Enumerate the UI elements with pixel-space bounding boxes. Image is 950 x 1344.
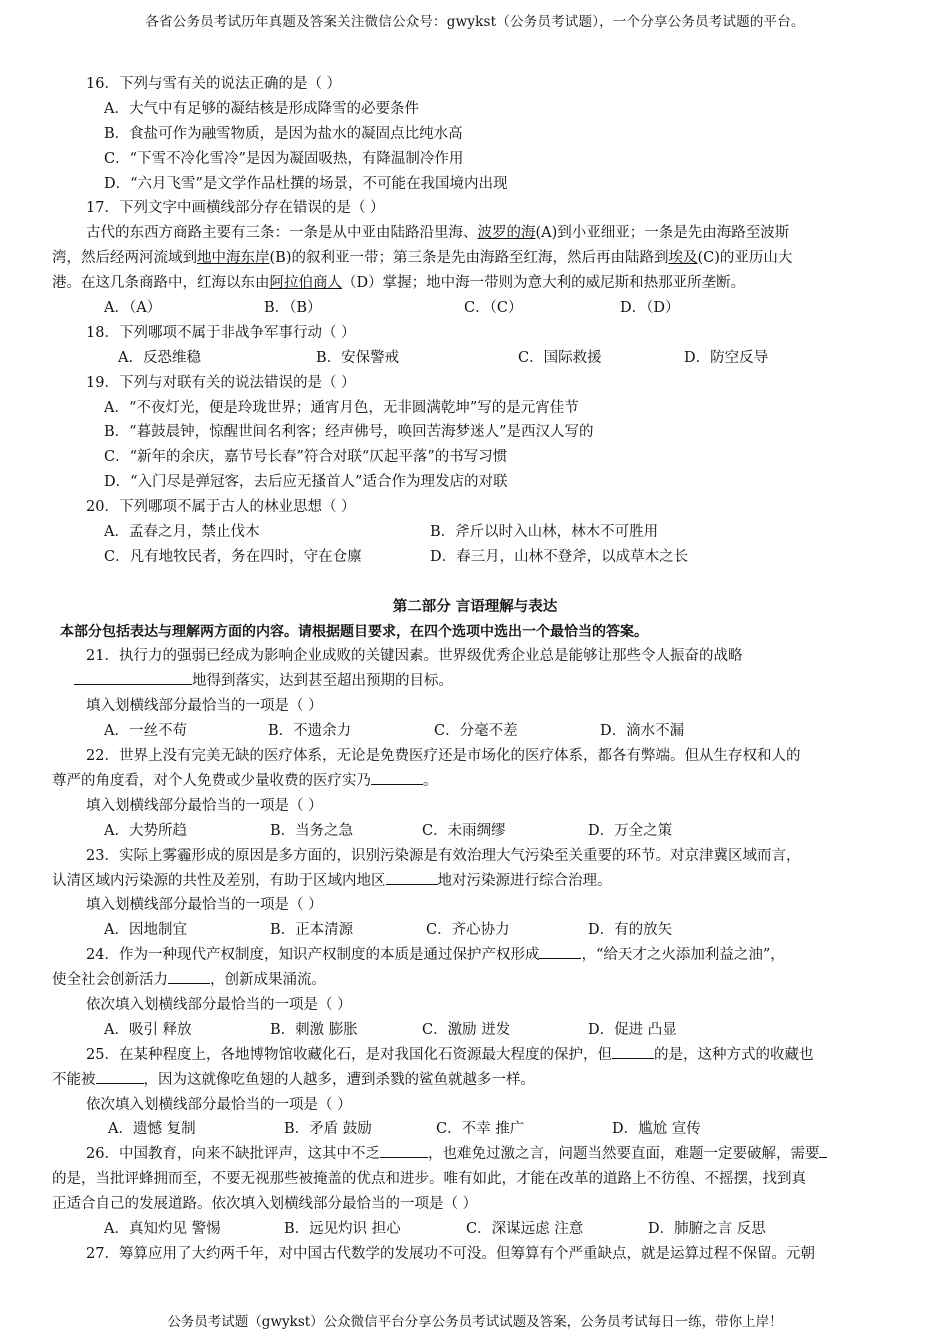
question-16-option-a: A．大气中有足够的凝结核是形成降雪的必要条件: [104, 100, 419, 117]
question-20-option-b: B．斧斤以时入山林，林木不可胜用: [430, 524, 659, 541]
question-21-line-1: 21．执行力的强弱已经成为影响企业成败的关键因素。世界级优秀企业总是能够让那些令人振奋的战略: [86, 648, 743, 665]
question-20-option-d: D．春三月，山林不登斧，以成草木之长: [430, 548, 689, 565]
question-18-option-b: B．安保警戒: [316, 349, 400, 366]
fill-blank: [96, 1069, 144, 1084]
question-18-option-c: C．国际救援: [518, 349, 602, 366]
page-footer: 公务员考试题（gwykst）公众微信平台分享公务员考试试题及答案，公务员考试每日一练，带你上岸！: [167, 1314, 783, 1330]
passage-text: 湾，然后经两河流域到: [52, 250, 197, 267]
question-text: 不能被: [52, 1071, 96, 1088]
passage-text: 古代的东西方商路主要有三条：一条是从中亚由陆路沿里海、: [86, 225, 478, 242]
question-21-options: [52, 719, 898, 744]
question-22-line-2: [52, 769, 898, 794]
question-20-options-row-1: [52, 520, 898, 545]
question-19-option-b: B．“暮鼓晨钟，惊醒世间名利客；经声佛号，唤回苦海梦迷人”是西汉人写的: [104, 424, 594, 441]
question-21-prompt: 填入划横线部分最恰当的一项是（ ）: [86, 698, 323, 715]
question-text: 使全社会创新活力: [52, 972, 168, 989]
question-17-passage-line-1: [52, 221, 898, 246]
question-23-options: [52, 918, 898, 943]
question-text: 。: [423, 772, 438, 789]
fill-blank: [612, 1044, 654, 1059]
question-17-option-b: B．（B）: [264, 300, 322, 317]
fill-blank: [380, 1143, 428, 1158]
question-18-option-d: D．防空反导: [684, 349, 769, 366]
spacer: [52, 570, 898, 595]
question-25-prompt: 依次填入划横线部分最恰当的一项是（ ）: [86, 1096, 352, 1113]
question-18-option-a: A．反恐维稳: [118, 349, 201, 366]
section-2-title: 第二部分 言语理解与表达: [392, 598, 558, 615]
passage-text: (B)的叙利亚一带；第三条是先由海路至红海，然后再由陆路到: [269, 250, 669, 267]
fill-blank: [168, 969, 210, 984]
question-20-option-a: A．孟春之月，禁止伐木: [104, 524, 260, 541]
question-26-options: [52, 1217, 898, 1242]
question-23-prompt: 填入划横线部分最恰当的一项是（ ）: [86, 897, 323, 914]
question-text: 地得到落实，达到甚至超出预期的目标。: [192, 673, 453, 690]
question-17-options: [52, 296, 898, 321]
question-19-stem: 19．下列与对联有关的说法错误的是（ ）: [86, 374, 356, 391]
question-25-options: [52, 1117, 898, 1142]
passage-text: （D）掌握；地中海一带则为意大利的威尼斯和热那亚所垄断。: [342, 275, 746, 292]
fill-blank: [819, 1143, 827, 1158]
question-25-line-2: [52, 1068, 898, 1093]
question-text: ，也难免过激之言，问题当然要直面，难题一定要破解，需要: [427, 1146, 820, 1163]
question-16-option-d: D．“六月飞雪”是文学作品杜撰的场景，不可能在我国境内出现: [104, 175, 508, 192]
question-17-passage-line-2: [52, 246, 898, 271]
fill-blank: [386, 870, 438, 885]
question-26-option-c: C．深谋远虑 注意: [466, 1220, 584, 1237]
question-26-line-1: [52, 1142, 898, 1167]
question-20-option-c: C．凡有地牧民者，务在四时，守在仓廪: [104, 548, 362, 565]
question-19-option-d: D．“入门尽是弹冠客，去后应无搔首人”适合作为理发店的对联: [104, 474, 508, 491]
underlined-term-b: 地中海东岸: [197, 250, 270, 267]
question-24-option-a: A．吸引 释放: [104, 1021, 192, 1038]
passage-text: (A)到小亚细亚；一条是先由海路至波斯: [535, 225, 790, 242]
question-text: 认清区域内污染源的共性及差别，有助于区域内地区: [52, 872, 386, 889]
passage-text: (C)的亚历山大: [697, 250, 793, 267]
passage-text: 港。在这几条商路中，红海以东由: [52, 275, 270, 292]
question-19-option-a: A．“不夜灯光，便是玲珑世界；通宵月色，无非圆满乾坤”写的是元宵佳节: [104, 399, 579, 416]
question-21-option-c: C．分毫不差: [434, 723, 518, 740]
question-23-line-1: 23．实际上雾霾形成的原因是多方面的，识别污染源是有效治理大气污染至关重要的环节。对京津冀区域而言，: [86, 847, 801, 864]
question-17-option-a: A．（A）: [104, 300, 162, 317]
question-22-options: [52, 819, 898, 844]
question-text: 尊严的角度看，对个人免费或少量收费的医疗实乃: [52, 772, 371, 789]
question-24-option-d: D．促进 凸显: [588, 1021, 677, 1038]
question-17-passage-line-3: [52, 271, 898, 296]
question-23-option-b: B．正本清源: [270, 922, 354, 939]
question-text: 24．作为一种现代产权制度，知识产权制度的本质是通过保护产权形成: [86, 947, 540, 964]
question-19-option-c: C．“新年的余庆，嘉节号长春”符合对联“仄起平落”的书写习惯: [104, 449, 508, 466]
question-24-prompt: 依次填入划横线部分最恰当的一项是（ ）: [86, 996, 352, 1013]
question-25-option-c: C．不幸 推广: [436, 1121, 525, 1138]
question-26-option-b: B．远见灼识 担心: [284, 1220, 401, 1237]
question-21-option-a: A．一丝不苟: [104, 723, 187, 740]
page-header: 各省公务员考试历年真题及答案关注微信公众号：gwykst（公务员考试题），一个分享公务员考试题的平台。: [145, 14, 805, 30]
question-17-option-d: D．（D）: [620, 300, 680, 317]
question-text: 地对污染源进行综合治理。: [437, 872, 612, 889]
question-20-stem: 20．下列哪项不属于古人的林业思想（ ）: [86, 499, 356, 516]
question-24-option-b: B．刺激 膨胀: [270, 1021, 358, 1038]
question-25-option-a: A．遗憾 复制: [108, 1121, 196, 1138]
section-2-intro: 本部分包括表达与理解两方面的内容。请根据题目要求，在四个选项中选出一个最恰当的答案。: [60, 623, 648, 640]
question-21-line-2: [52, 669, 898, 694]
question-22-prompt: 填入划横线部分最恰当的一项是（ ）: [86, 797, 323, 814]
question-24-options: [52, 1018, 898, 1043]
fill-blank: [74, 670, 192, 685]
question-24-line-2: [52, 968, 898, 993]
question-text: ，创新成果涌流。: [210, 972, 326, 989]
question-22-line-1: 22．世界上没有完美无缺的医疗体系，无论是免费医疗还是市场化的医疗体系，都各有弊端。但从生存权和人的: [86, 748, 801, 765]
question-25-line-1: [52, 1043, 898, 1068]
question-18-stem: 18．下列哪项不属于非战争军事行动（ ）: [86, 324, 356, 341]
question-17-option-c: C．（C）: [464, 300, 523, 317]
question-21-option-b: B．不遗余力: [268, 723, 352, 740]
question-16-option-b: B．食盐可作为融雪物质，是因为盐水的凝固点比纯水高: [104, 125, 463, 142]
underlined-term-d: 阿拉伯商人: [269, 275, 342, 292]
question-16-option-c: C．“下雪不冷化雪冷”是因为凝固吸热，有降温制冷作用: [104, 150, 464, 167]
question-23-option-a: A．因地制宜: [104, 922, 187, 939]
fill-blank: [539, 944, 581, 959]
fill-blank: [371, 770, 423, 785]
underlined-term-a: 波罗的海: [477, 225, 536, 242]
question-18-options: [52, 346, 898, 371]
question-25-option-d: D．尴尬 宣传: [612, 1121, 701, 1138]
question-text: 25．在某种程度上，各地博物馆收藏化石，是对我国化石资源最大程度的保护，但: [86, 1046, 612, 1063]
question-26-option-d: D．肺腑之言 反思: [648, 1220, 766, 1237]
question-26-line-3: 正适合自己的发展道路。依次填入划横线部分最恰当的一项是（ ）: [52, 1196, 478, 1213]
question-26-line-2: 的是，当批评蜂拥而至，不要无视那些被掩盖的优点和进步。唯有如此，才能在改革的道路上不彷徨、不摇摆，找到真: [52, 1171, 806, 1188]
question-16-stem: 16．下列与雪有关的说法正确的是（ ）: [86, 76, 342, 92]
question-22-option-b: B．当务之急: [270, 822, 354, 839]
question-21-option-d: D．滴水不漏: [600, 723, 685, 740]
question-25-option-b: B．矛盾 鼓励: [284, 1121, 372, 1138]
question-26-option-a: A．真知灼见 警惕: [104, 1220, 221, 1237]
question-17-stem: 17．下列文字中画横线部分存在错误的是（ ）: [86, 200, 385, 217]
underlined-term-c: 埃及: [668, 250, 698, 267]
question-23-option-c: C．齐心协力: [426, 922, 510, 939]
question-22-option-c: C．未雨绸缪: [422, 822, 506, 839]
question-22-option-d: D．万全之策: [588, 822, 673, 839]
question-22-option-a: A．大势所趋: [104, 822, 187, 839]
question-23-line-2: [52, 869, 898, 894]
question-27-line-1: 27．筹算应用了大约两千年，对中国古代数学的发展功不可没。但筹算有个严重缺点，就是运算过程不保留。元朝: [86, 1245, 815, 1262]
question-text: ，因为这就像吃鱼翅的人越多，遭到杀戮的鲨鱼就越多一样。: [143, 1071, 535, 1088]
question-24-option-c: C．激励 迸发: [422, 1021, 511, 1038]
page-content: [52, 72, 898, 1267]
question-text: ，“给天才之火添加利益之油”，: [581, 947, 785, 964]
question-text: 的是，这种方式的收藏也: [653, 1046, 814, 1063]
question-23-option-d: D．有的放矢: [588, 922, 673, 939]
question-24-line-1: [52, 943, 898, 968]
question-20-options-row-2: [52, 545, 898, 570]
question-text: 26．中国教育，向来不缺批评声，这其中不乏: [86, 1146, 380, 1163]
